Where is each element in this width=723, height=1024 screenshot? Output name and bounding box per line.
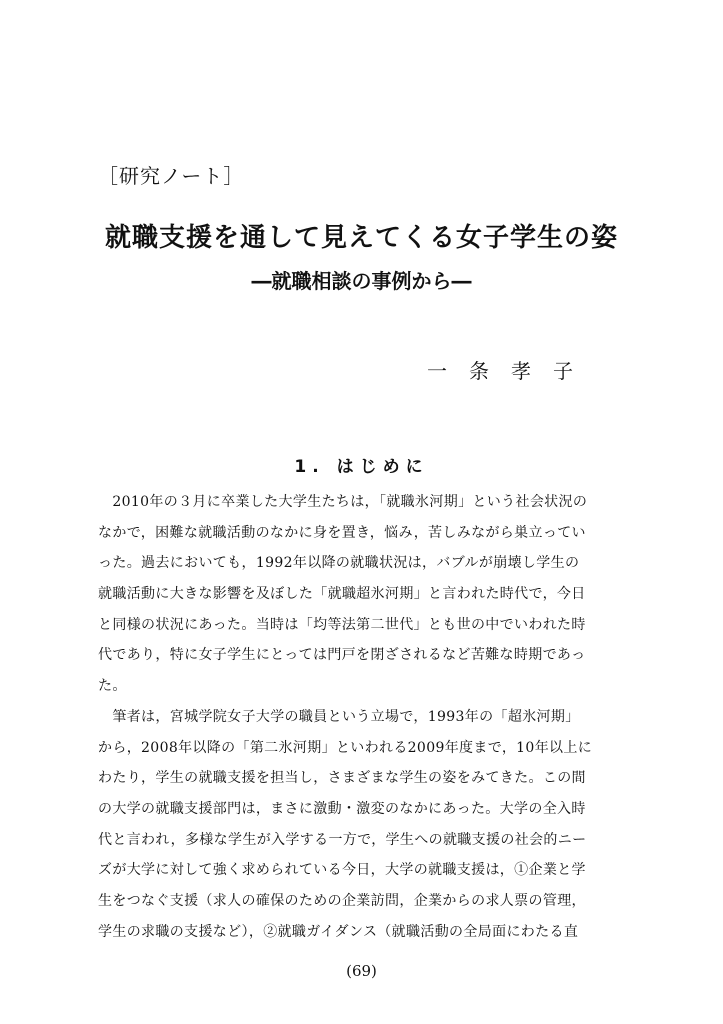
body-line: から，2008年以降の「第二氷河期」といわれる2009年度まで，10年以上に <box>98 739 593 756</box>
body-line: った。過去においても，1992年以降の就職状況は，バブルが崩壊し学生の <box>98 555 580 572</box>
article-type-label: ［研究ノート］ <box>98 164 245 188</box>
page-number: (69) <box>346 962 377 980</box>
body-line: 学生の求職の支援など），②就職ガイダンス（就職活動の全局面にわたる直 <box>98 923 579 940</box>
section-heading: 1. はじめに <box>294 457 429 477</box>
body-line: わたり，学生の就職支援を担当し，さまざまな学生の姿をみてきた。この間 <box>98 770 586 787</box>
body-line: の大学の就職支援部門は，まさに激動・激変のなかにあった。大学の全入時 <box>98 800 586 817</box>
body-line: 就職活動に大きな影響を及ぼした「就職超氷河期」と言われた時代で，今日 <box>98 586 586 603</box>
article-title: 就職支援を通して見えてくる女子学生の姿 <box>104 223 618 253</box>
body-line: と同様の状況にあった。当時は「均等法第二世代」とも世の中でいわれた時 <box>98 616 586 633</box>
body-text <box>98 487 626 947</box>
article-subtitle: ―就職相談の事例から― <box>251 269 472 293</box>
body-line: 代と言われ，多様な学生が入学する一方で，学生への就職支援の社会的ニー <box>98 831 587 848</box>
author-name: 一条孝子 <box>427 359 595 383</box>
body-line: 代であり，特に女子学生にとっては門戸を閉ざされるなど苦難な時期であっ <box>98 647 586 664</box>
body-line: ズが大学に対して強く求められている今日，大学の就職支援は，①企業と学 <box>98 862 586 879</box>
body-line: た。 <box>98 678 127 695</box>
body-line: なかで，困難な就職活動のなかに身を置き，悩み，苦しみながら巣立ってい <box>98 524 586 541</box>
body-line: 生をつなぐ支援（求人の確保のための企業訪問，企業からの求人票の管理， <box>98 892 586 909</box>
body-line: 筆者は，宮城学院女子大学の職員という立場で，1993年の「超氷河期」 <box>98 708 580 725</box>
body-line: 2010年の３月に卒業した大学生たちは，「就職氷河期」という社会状況の <box>98 494 588 510</box>
